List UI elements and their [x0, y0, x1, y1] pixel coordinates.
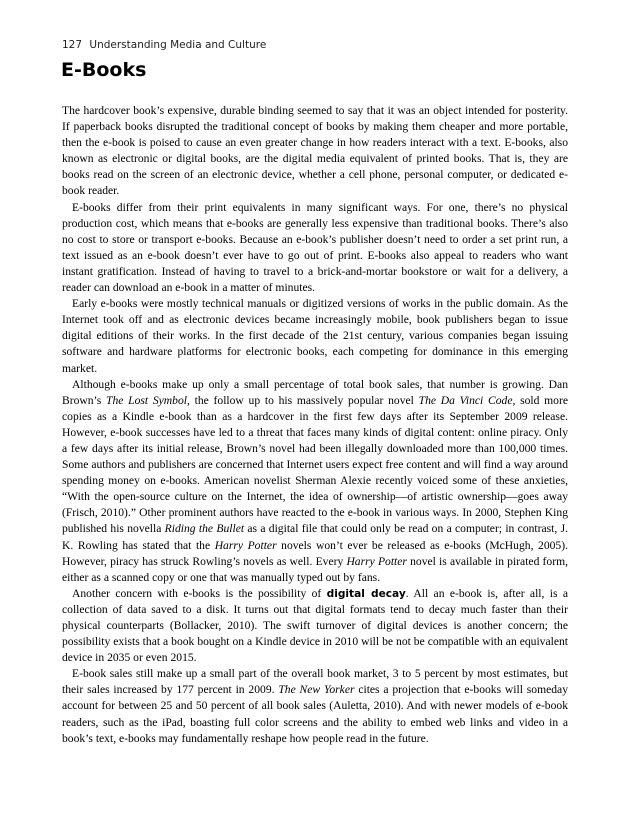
page-number: 127: [62, 39, 83, 51]
text-run: . All an e-book is, after all, is a collection of data saved to a disk. It turns out that digital formats tend to decay much faster than their physical counterparts (Bollacker, 2010). The swift turnover of digital devices is another concern; the possibility exists that a book bought on a Kindle device in 2010 will be not be compatible with an equivalent device in 2035 or even 2015.: [62, 586, 568, 665]
paragraph-6: [62, 666, 568, 746]
text-run: novels won’t ever be released as e-books (McHugh, 2005). However, piracy has struck Rowling’s novels as well. Every: [62, 538, 568, 568]
paragraph-3: Early e-books were mostly technical manuals or digitized versions of works in the public domain. As the Internet took off and as electronic devices became increasingly mobile, book publishers began to issue digital editions of their works. In the first decade of the 21st century, various companies began issuing software and hardware platforms for electronic books, each competing for dominance in this emerging market.: [62, 297, 568, 375]
book-title-italic: Harry Potter: [214, 538, 277, 552]
text-run: novel is available in pirated form, either as a scanned copy or one that was manually typed out by fans.: [62, 554, 568, 584]
paragraph-5: [62, 586, 568, 666]
section-title: E-Books: [61, 59, 147, 81]
book-title-italic: Harry Potter: [346, 554, 407, 568]
text-run: , the follow up to his massively popular novel: [187, 393, 419, 407]
running-header: [62, 39, 266, 51]
text-run: E-book sales still make up a small part of the overall book market, 3 to 5 percent by most estimates, but their sales increased by 177 percent in 2009.: [62, 667, 568, 697]
paragraph-4: [62, 377, 568, 586]
text-run: cites a projection that e-books will someday account for between 25 and 50 percent of all book sales (Auletta, 2010). And with newer models of e-book readers, such as the iPad, boasting full color screens and the ability to embed web links and video in a book’s text, e-books may fundamentally reshape how people read in the future.: [62, 683, 568, 745]
book-title: Understanding Media and Culture: [89, 39, 267, 51]
text-run: as a digital file that could only be read on a computer; in contrast, J. K. Rowling has stated that the: [62, 522, 568, 552]
book-title-italic: The Lost Symbol: [106, 393, 187, 407]
text-run: Another concern with e-books is the possibility of: [72, 586, 327, 600]
text-run: , sold more copies as a Kindle e-book than as a hardcover in the first few days after its September 2009 release. However, e-book successes have led to a threat that faces many kinds of digital content: online piracy. Only a few days after its initial release, Brown’s novel had been illegally downloaded more than 100,000 times. Some authors and publishers are concerned that Internet users expect free content and will find a way around spending money on e-books. American novelist Sherman Alexie recently voiced some of these anxieties, “With the open-source culture on the Internet, the idea of ownership—of artistic ownership—goes away (Frisch, 2010).” Other prominent authors have reacted to the e-book in various ways. In 2000, Stephen King published his novella: [62, 393, 568, 536]
body-text: [62, 103, 568, 747]
key-term: digital decay: [326, 587, 406, 600]
book-title-italic: Riding the Bullet: [164, 522, 245, 536]
paragraph-2: E-books differ from their print equivalents in many significant ways. For one, there’s no physical production cost, which means that e-books are generally less expensive than traditional books. There’s also no cost to store or transport e-books. Because an e-book’s publisher doesn’t need to order a set print run, a text issued as an e-book doesn’t ever have to go out of print. E-books also appeal to readers who want instant gratification. Instead of having to travel to a brick-and-mortar bookstore or wait for a delivery, a reader can download an e-book in a matter of minutes.: [62, 200, 568, 295]
paragraph-1: The hardcover book’s expensive, durable binding seemed to say that it was an object intended for posterity. If paperback books disrupted the traditional concept of books by making them cheaper and more portable, then the e-book is poised to cause an even greater change in how readers interact with a text. E-books, also known as electronic or digital books, are the digital media equivalent of printed books. That is, they are books read on the screen of an electronic device, whether a cell phone, personal computer, or dedicated e-book reader.: [62, 104, 568, 198]
publication-title-italic: The New Yorker: [278, 683, 355, 697]
text-run: Although e-books make up only a small percentage of total book sales, that number is growing. Dan Brown’s: [62, 377, 568, 407]
book-title-italic: The Da Vinci Code: [418, 393, 513, 407]
